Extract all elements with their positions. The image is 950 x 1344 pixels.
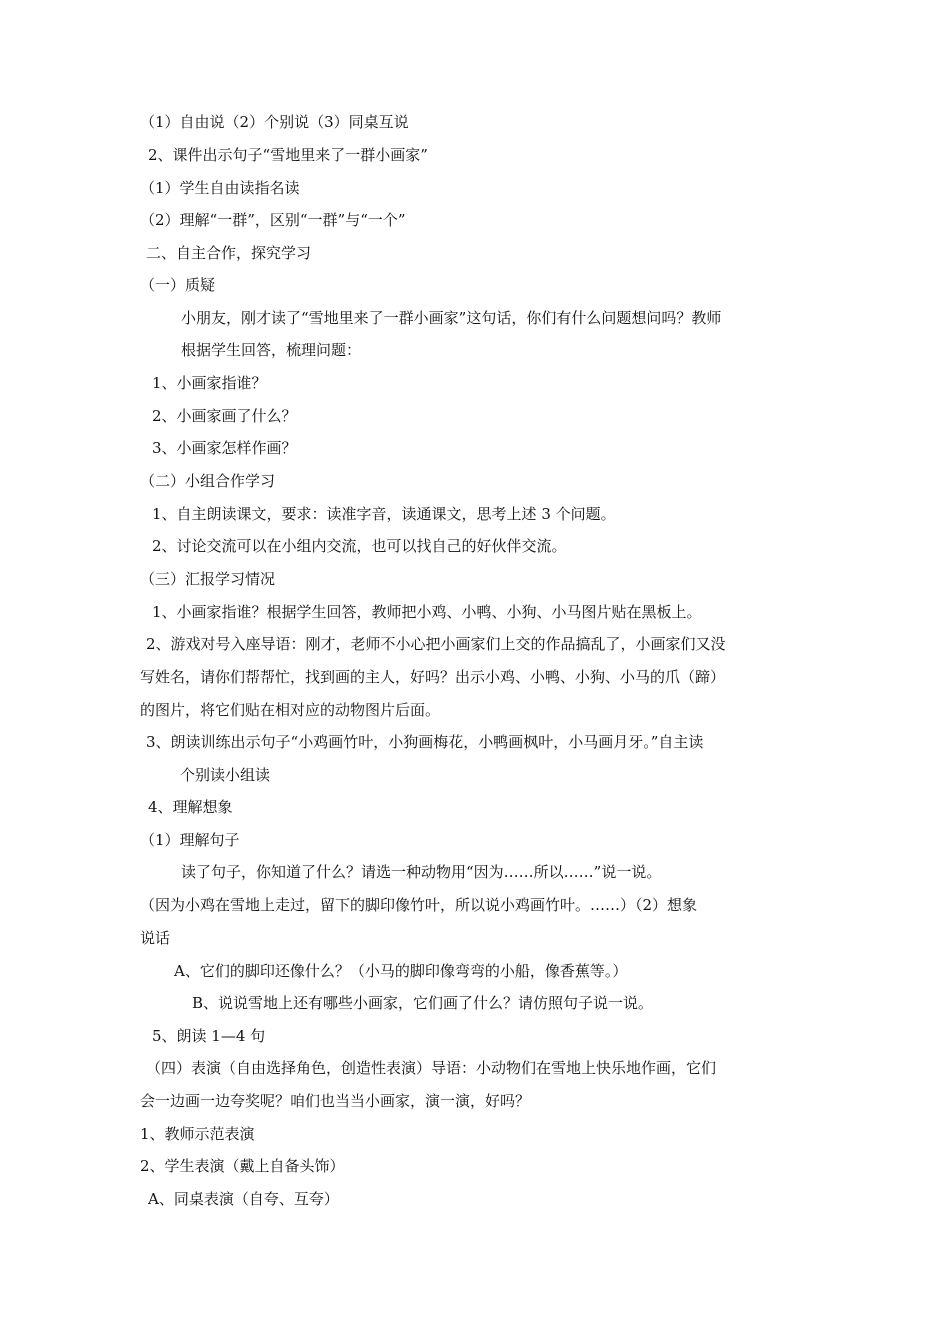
subsection-heading: （三）汇报学习情况 xyxy=(140,570,276,588)
list-item: 3、小画家怎样作画？ xyxy=(152,439,297,457)
text-line: （1）自由说（2）个别说（3）同桌互说 xyxy=(140,113,409,131)
subsection-heading: （四）表演（自由选择角色，创造性表演）导语：小动物们在雪地上快乐地作画，它们 xyxy=(146,1059,717,1077)
text-line: （2）理解“一群”，区别“一群”与“一个” xyxy=(140,211,406,229)
text-line: 会一边画一边夸奖呢？咱们也当当小画家，演一演，好吗？ xyxy=(140,1092,531,1110)
list-item: 5、朗读 1—4 句 xyxy=(152,1027,266,1045)
text-line: （因为小鸡在雪地上走过，留下的脚印像竹叶，所以说小鸡画竹叶。……）（2）想象 xyxy=(140,896,698,914)
list-item: A、同桌表演（自夸、互夸） xyxy=(148,1190,339,1208)
list-item: 2、讨论交流可以在小组内交流，也可以找自己的好伙伴交流。 xyxy=(152,537,567,555)
list-item: 1、自主朗读课文，要求：读准字音，读通课文，思考上述 3 个问题。 xyxy=(152,505,616,523)
text-line: 说话 xyxy=(140,929,171,947)
text-line: 读了句子，你知道了什么？请选一种动物用“因为……所以……”说一说。 xyxy=(181,863,662,881)
text-line: （1）理解句子 xyxy=(140,831,240,849)
subsection-heading: （二）小组合作学习 xyxy=(140,472,276,490)
list-item: 1、小画家指谁？根据学生回答，教师把小鸡、小鸭、小狗、小马图片贴在黑板上。 xyxy=(152,603,702,621)
list-item: 2、游戏对号入座导语：刚才，老师不小心把小画家们上交的作品搞乱了，小画家们又没 xyxy=(146,635,726,653)
text-line: 个别读小组读 xyxy=(180,766,271,784)
subsection-heading: （一）质疑 xyxy=(140,276,216,294)
list-item: 4、理解想象 xyxy=(148,798,233,816)
text-line: A、它们的脚印还像什么？（小马的脚印像弯弯的小船，像香蕉等。） xyxy=(174,962,628,980)
list-item: 3、朗读训练出示句子“小鸡画竹叶，小狗画梅花，小鸭画枫叶，小马画月牙。”自主读 xyxy=(146,733,704,751)
section-heading: 二、自主合作，探究学习 xyxy=(146,244,312,262)
text-line: （1）学生自由读指名读 xyxy=(140,179,300,197)
list-item: 2、小画家画了什么？ xyxy=(152,407,297,425)
text-line: 2、课件出示句子“雪地里来了一群小画家” xyxy=(148,146,428,164)
text-line: 根据学生回答，梳理问题： xyxy=(181,341,362,359)
list-item: 2、学生表演（戴上自备头饰） xyxy=(140,1157,345,1175)
text-line: 写姓名，请你们帮帮忙，找到画的主人，好吗？出示小鸡、小鸭、小狗、小马的爪（蹄） xyxy=(140,668,726,686)
list-item: 1、教师示范表演 xyxy=(140,1125,255,1143)
text-line: B、说说雪地上还有哪些小画家，它们画了什么？请仿照句子说一说。 xyxy=(192,994,654,1012)
text-line: 小朋友，刚才读了“雪地里来了一群小画家”这句话，你们有什么问题想问吗？教师 xyxy=(181,309,722,327)
list-item: 1、小画家指谁？ xyxy=(152,374,267,392)
text-line: 的图片，将它们贴在相对应的动物图片后面。 xyxy=(140,701,441,719)
